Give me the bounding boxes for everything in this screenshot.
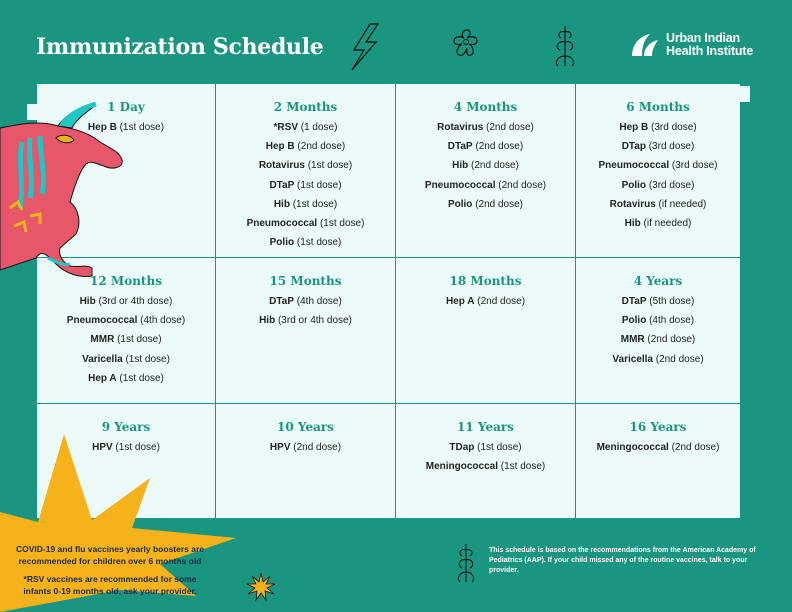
vaccine-entry <box>216 118 395 137</box>
vaccine-dose: (1st dose) <box>474 442 522 453</box>
age-heading: 4 Months <box>453 100 518 114</box>
vaccine-entry <box>216 156 395 175</box>
vaccine-name: DTaP <box>269 179 295 191</box>
vaccine-entry <box>396 156 575 175</box>
vaccine-name: Polio <box>621 179 647 191</box>
vaccine-entry <box>576 292 740 311</box>
vaccine-dose: (1st dose) <box>289 198 338 210</box>
vaccine-name: Hep B <box>619 122 649 133</box>
vaccine-entry <box>396 195 575 214</box>
vaccine-name: *RSV <box>273 122 298 133</box>
vaccine-name: Hib <box>259 315 276 327</box>
vaccine-dose: (3rd dose) <box>669 160 718 172</box>
vaccine-dose: (1st dose) <box>304 160 353 172</box>
vaccine-dose: (2nd dose) <box>644 334 696 346</box>
age-heading: 11 Years <box>457 420 514 434</box>
vaccine-name: DTaP <box>621 296 647 307</box>
vaccine-dose: (if needed) <box>640 218 692 230</box>
vaccine-dose: (3rd or 4th dose) <box>275 315 352 327</box>
covid-flu-note: COVID-19 and flu vaccines yearly boosters are recommended for children over 6 months old <box>15 544 205 566</box>
vaccine-name: Varicella <box>82 353 123 365</box>
uihi-logo <box>628 30 753 60</box>
age-heading: 1 Day <box>107 100 145 114</box>
vaccine-dose: (2nd dose) <box>668 442 720 453</box>
vaccine-name: Hep B <box>87 122 117 133</box>
vaccine-dose: (1st dose) <box>112 442 160 453</box>
vaccine-entry <box>576 438 740 457</box>
vaccine-dose: (1st dose) <box>294 237 342 249</box>
vaccine-entry <box>576 311 740 330</box>
schedule-cell <box>576 258 740 404</box>
vaccine-dose: (3rd dose) <box>648 122 697 133</box>
age-heading: 2 Months <box>273 100 338 114</box>
age-heading: 18 Months <box>449 274 522 288</box>
vaccine-dose: (1st dose) <box>317 218 365 230</box>
vaccine-entry <box>396 118 575 137</box>
vaccine-entry <box>576 118 740 137</box>
vaccine-entry <box>576 214 740 233</box>
vaccine-entry <box>216 137 395 156</box>
vaccine-name: Rotavirus <box>437 122 484 133</box>
age-heading: 15 Months <box>269 274 342 288</box>
vaccine-name: Hep A <box>445 296 475 307</box>
vaccine-dose: (4th dose) <box>646 315 695 327</box>
vaccine-name: DTaP <box>269 296 294 307</box>
vaccine-name: HPV <box>92 442 113 453</box>
vaccine-entry <box>37 292 215 311</box>
vaccine-entry <box>216 195 395 214</box>
vaccine-name: Rotavirus <box>609 198 656 210</box>
vaccine-name: Pneumococcal <box>598 160 670 172</box>
vaccine-dose: (5th dose) <box>646 296 695 307</box>
vaccine-entry <box>396 176 575 195</box>
schedule-cell <box>396 258 576 404</box>
vaccine-name: Varicella <box>612 353 653 365</box>
vaccine-entry <box>216 176 395 195</box>
vaccine-dose: (3rd or 4th dose) <box>95 296 173 307</box>
vaccine-entry <box>216 311 395 330</box>
vaccine-dose: (2nd dose) <box>468 160 519 172</box>
vaccine-name: Polio <box>447 198 473 210</box>
vaccine-dose: (1st dose) <box>114 334 162 346</box>
vaccine-entry <box>576 137 740 156</box>
vaccine-dose: (2nd dose) <box>290 442 342 453</box>
vaccine-name: Hib <box>79 296 96 307</box>
vaccine-entry <box>576 195 740 214</box>
vaccine-name: Hib <box>273 198 290 210</box>
vaccine-name: Polio <box>621 315 647 327</box>
vaccine-dose: (1st dose) <box>116 122 165 133</box>
vaccine-name: HPV <box>269 442 291 453</box>
schedule-cell <box>576 404 740 518</box>
vaccine-name: Pneumococcal <box>246 218 318 230</box>
age-heading: 16 Years <box>629 420 687 434</box>
vaccine-entry <box>216 233 395 252</box>
schedule-cell <box>396 84 576 258</box>
vaccine-dose: (2nd dose) <box>472 198 524 210</box>
vaccine-entry <box>396 457 575 476</box>
schedule-cell <box>216 258 396 404</box>
plant-icon-footer <box>451 540 481 586</box>
flower-icon <box>449 26 485 62</box>
vaccine-dose: (2nd dose) <box>495 179 547 191</box>
vaccine-name: MMR <box>90 334 115 346</box>
panel-tab-right <box>740 86 750 102</box>
vaccine-entry <box>396 292 575 311</box>
vaccine-name: MMR <box>620 334 645 346</box>
vaccine-entry <box>576 156 740 175</box>
vaccine-name: Hib <box>452 160 469 172</box>
vaccine-dose: (1 dose) <box>297 122 338 133</box>
vaccine-entry <box>37 311 215 330</box>
vaccine-dose: (1st dose) <box>498 461 546 473</box>
vaccine-entry <box>37 330 215 349</box>
vaccine-dose: (if needed) <box>655 198 707 210</box>
vaccine-dose: (2nd dose) <box>294 141 346 153</box>
vaccine-name: Hep B <box>265 141 295 153</box>
vaccine-entry <box>37 350 215 369</box>
vaccine-entry <box>216 292 395 311</box>
schedule-cell <box>396 404 576 518</box>
vaccine-name: Meningococcal <box>425 461 498 473</box>
star-notes <box>10 543 210 603</box>
vaccine-name: Pneumococcal <box>66 315 138 327</box>
logo-line-2: Health Institute <box>666 44 754 58</box>
vaccine-entry <box>396 137 575 156</box>
aap-footnote: This schedule is based on the recommendations from the American Academy of Pediatrics (AAP). If your child missed any of the routine vaccines, talk to your provider. <box>489 547 756 574</box>
lightning-icon <box>348 22 382 72</box>
vaccine-dose: (2nd dose) <box>483 122 534 133</box>
vaccine-entry <box>576 350 740 369</box>
vaccine-name: Hep A <box>88 372 117 384</box>
vaccine-entry <box>37 369 215 388</box>
vaccine-name: Polio <box>269 237 295 249</box>
vaccine-name: Pneumococcal <box>424 179 496 191</box>
age-heading: 6 Months <box>626 100 690 114</box>
schedule-cell <box>576 84 740 258</box>
vaccine-dose: (2nd dose) <box>653 353 704 365</box>
vaccine-name: Hib <box>624 218 641 230</box>
age-heading: 12 Months <box>90 274 162 288</box>
rsv-note: *RSV vaccines are recommended for some infants 0-19 months old, ask your provider. <box>23 574 197 596</box>
logo-line-1: Urban Indian <box>666 31 740 45</box>
vaccine-name: Rotavirus <box>258 160 305 172</box>
vaccine-dose: (1st dose) <box>294 179 342 191</box>
sun-icon <box>246 572 276 602</box>
unicorn-illustration <box>0 98 130 278</box>
vaccine-dose: (3rd dose) <box>646 179 695 191</box>
schedule-cell <box>216 84 396 258</box>
vaccine-entry <box>216 214 395 233</box>
plant-icon <box>548 22 582 70</box>
vaccine-dose: (4th dose) <box>137 315 186 327</box>
page-title: Immunization Schedule <box>36 34 324 60</box>
vaccine-dose: (2nd dose) <box>474 296 526 307</box>
vaccine-dose: (3rd dose) <box>645 141 695 153</box>
vaccine-dose: (2nd dose) <box>472 141 524 153</box>
vaccine-dose: (4th dose) <box>294 296 342 307</box>
vaccine-name: TDap <box>449 442 475 453</box>
vaccine-dose: (1st dose) <box>116 372 164 384</box>
age-heading: 4 Years <box>633 274 683 288</box>
age-heading: 9 Years <box>101 420 151 434</box>
vaccine-entry <box>576 330 740 349</box>
vaccine-entry <box>396 438 575 457</box>
vaccine-dose: (1st dose) <box>122 353 170 365</box>
schedule-cell <box>37 258 216 404</box>
vaccine-entry <box>576 176 740 195</box>
vaccine-name: DTaP <box>447 141 473 153</box>
age-heading: 10 Years <box>277 420 334 434</box>
vaccine-name: Meningococcal <box>596 442 669 453</box>
uihi-logo-mark-icon <box>628 30 660 60</box>
vaccine-name: DTap <box>621 141 646 153</box>
